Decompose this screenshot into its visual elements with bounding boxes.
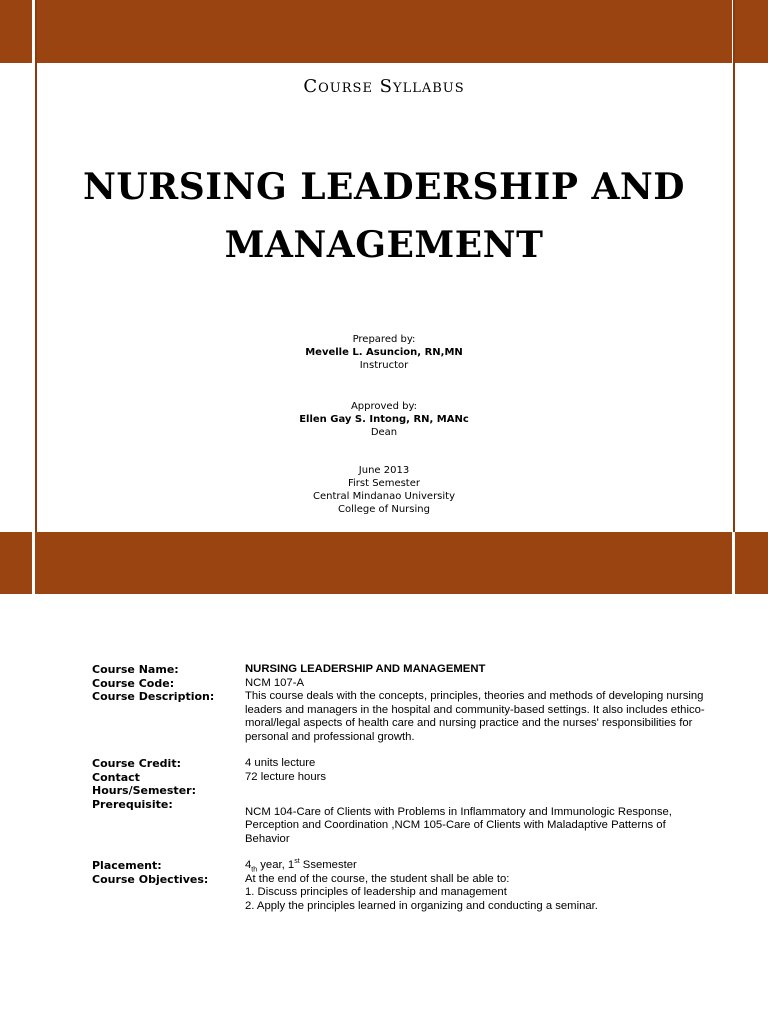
course-info-block (0, 464, 768, 516)
approved-label: Approved by: (350, 401, 418, 412)
prepared-label: Prepared by: (352, 334, 416, 345)
prepared-name: Mevelle L. Asuncion, RN,MN (305, 347, 463, 358)
top-decorative-band (0, 0, 768, 63)
course-details (92, 663, 712, 913)
cover-title-line-2: MANAGEMENT (224, 224, 544, 266)
approved-role: Dean (370, 427, 398, 438)
placement-row (92, 859, 712, 873)
course-credit-value: 4 units lecture (245, 757, 316, 769)
course-credit-label: Course Credit: (92, 757, 181, 770)
contact-hours-row (92, 771, 712, 798)
cover-title-line-1: NURSING LEADERSHIP AND (82, 166, 685, 208)
course-name-value: NURSING LEADERSHIP AND MANAGEMENT (245, 663, 486, 675)
prepared-by-block (0, 333, 768, 372)
course-name-label: Course Name: (92, 663, 179, 676)
course-objectives-value (245, 873, 712, 914)
prerequisite-value: NCM 104-Care of Clients with Problems in Inflammatory and Immunologic Response, Perception and Coordination ,NCM 105-Care of Clients with Maladaptive Patterns of Behavior (245, 805, 672, 845)
objectives-intro: At the end of the course, the student shall be able to: (245, 872, 510, 885)
placement-label: Placement: (92, 859, 162, 872)
bottom-decorative-band (0, 532, 768, 594)
prepared-role: Instructor (359, 360, 409, 371)
contact-hours-value: 72 lecture hours (245, 770, 327, 783)
approved-name: Ellen Gay S. Intong, RN, MANc (299, 414, 469, 425)
course-code-label: Course Code: (92, 676, 175, 690)
course-code-value: NCM 107-A (245, 676, 305, 689)
college-text: College of Nursing (338, 504, 430, 515)
university-text: Central Mindanao University (312, 491, 456, 502)
course-code-row (92, 677, 712, 691)
course-objectives-label: Course Objectives: (92, 872, 209, 886)
prerequisite-label: Prerequisite: (92, 797, 173, 811)
course-description-label: Course Description: (92, 690, 215, 703)
course-description-row (92, 690, 712, 744)
cover-label: Course Syllabus (303, 76, 465, 97)
approved-by-block (0, 400, 768, 439)
course-objectives-row (92, 873, 712, 914)
placement-value: $4_{th}$ year, 1st Ssemester (245, 858, 357, 874)
objective-item: 2. Apply the principles learned in organizing and conducting a seminar. (245, 899, 598, 912)
prerequisite-row (92, 798, 712, 847)
course-credit-row (92, 757, 712, 771)
cover-title (60, 158, 708, 274)
objective-item: 1. Discuss principles of leadership and management (245, 886, 507, 898)
semester-text: First Semester (347, 478, 420, 489)
course-description-value: This course deals with the concepts, principles, theories and methods of developing nursing leaders and managers in the hospital and community-based settings. It also includes ethico-moral/legal aspects of health care and nursing practice and the nurses' responsibilities for personal and professional growth. (245, 690, 705, 743)
course-name-row (92, 663, 712, 677)
date-text: June 2013 (358, 465, 410, 476)
contact-hours-label: Contact Hours/Semester: (92, 770, 196, 797)
